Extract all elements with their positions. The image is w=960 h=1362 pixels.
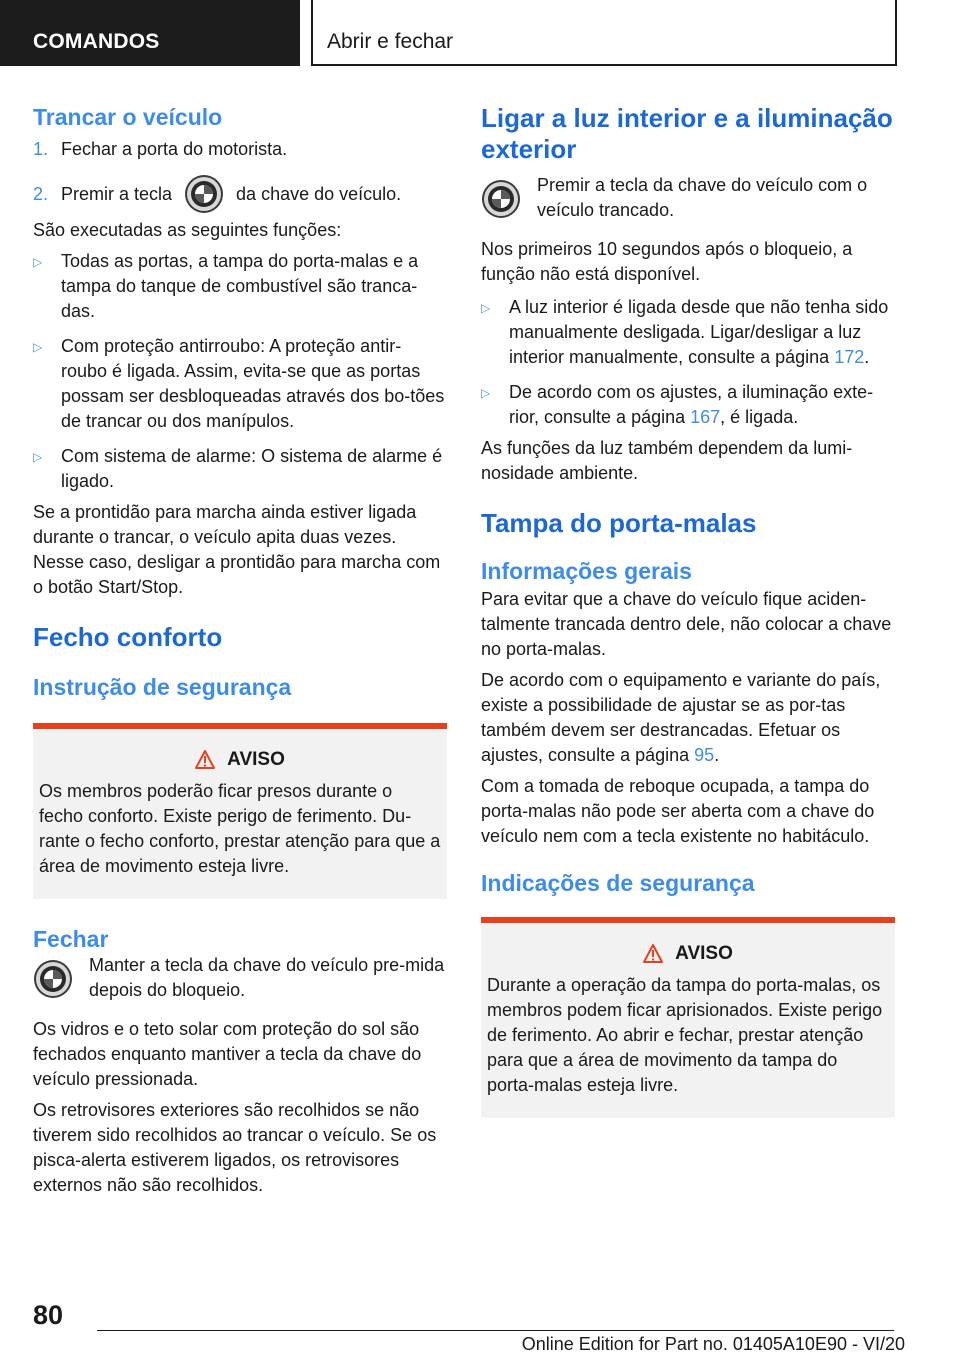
step-text-pre: Premir a tecla — [61, 183, 173, 204]
warning-text: Os membros poderão ficar presos durante o fecho conforto. Existe perigo de ferimento. Du-rante o fecho conforto, prestar atenção para que a área de movimento esteja livre. — [39, 781, 441, 876]
page-link[interactable]: 95 — [694, 745, 715, 765]
page-link[interactable]: 167 — [690, 407, 721, 427]
warning-text: Durante a operação da tampa do porta-malas, os membros podem ficar aprisionados. Existe perigo de ferimento. Ao abrir e fechar, prestar atenção para que a área de movimento da tampa do porta-malas esteja livre. — [487, 975, 883, 1095]
lights-heading: Ligar a luz interior e a iluminação exterior — [481, 103, 893, 164]
chapter-tab: Abrir e fechar — [311, 0, 897, 66]
lights-note: Nos primeiros 10 segundos após o bloqueio, a função não está disponível. — [481, 239, 853, 284]
left-column — [33, 100, 447, 1198]
list-item — [33, 137, 447, 162]
list-item — [33, 334, 447, 434]
warning-label: AVISO — [227, 749, 285, 770]
functions-list — [33, 249, 447, 494]
step-number: 2. — [33, 183, 49, 204]
list-item — [33, 444, 447, 494]
section-tab: COMANDOS — [0, 0, 300, 66]
general-info-heading: Informações gerais — [481, 558, 692, 584]
bullet-triangle-icon: ▷ — [33, 255, 43, 269]
mirrors-text: Os retrovisores exteriores são recolhidos se não tiverem sido recolhidos ao trancar o veículo. Se os pisca-alerta estiverem ligados, os retrovisores externos não são recolhidos. — [33, 1100, 437, 1195]
page-header — [0, 0, 960, 66]
lock-vehicle-heading: Trancar o veículo — [33, 104, 223, 130]
list-item — [481, 380, 895, 430]
right-column — [481, 100, 895, 1118]
warning-title — [39, 749, 441, 771]
lock-steps-list — [33, 137, 447, 214]
warning-label: AVISO — [675, 943, 733, 964]
step-text-post: da chave do veículo. — [236, 183, 402, 204]
lights-depends-text: As funções da luz também dependem da lumi-nosidade ambiente. — [481, 438, 853, 483]
page-link[interactable]: 172 — [834, 347, 865, 367]
comfort-closing-heading: Fecho conforto — [33, 622, 223, 652]
page-number: 80 — [33, 1300, 64, 1330]
general-text-2: De acordo com o equipamento e variante do país, existe a possibilidade de ajustar se as por-tas também devem ser destrancadas. Efetuar os ajustes, consulte a página 95. — [481, 670, 881, 765]
list-item — [481, 295, 895, 370]
trunk-lid-heading: Tampa do porta-malas — [481, 508, 757, 538]
general-text-3: Com a tomada de reboque ocupada, a tampa do porta-malas não pode ser aberta com a chave do veículo nem com a tecla existente no habitáculo. — [481, 776, 875, 846]
close-heading: Fechar — [33, 926, 109, 952]
light-item-text: A luz interior é ligada desde que não tenha sido manualmente desligada. Ligar/desligar a luz interior manualmente, consulte a página 172. — [509, 297, 889, 367]
key-fob-button-icon — [33, 959, 73, 999]
warning-box — [33, 723, 447, 899]
function-text: Com sistema de alarme: O sistema de alarme é ligado. — [61, 446, 443, 491]
lights-key-instruction — [481, 173, 895, 223]
safety-indications-heading: Indicações de segurança — [481, 870, 755, 896]
bullet-triangle-icon: ▷ — [33, 450, 43, 464]
readiness-note: Se a prontidão para marcha ainda estiver ligada durante o trancar, o veículo apita duas vezes. Nesse caso, desligar a prontidão para marcha com o botão Start/Stop. — [33, 502, 441, 597]
key-fob-button-icon — [184, 174, 224, 214]
safety-instruction-heading: Instrução de segurança — [33, 674, 292, 700]
warning-box — [481, 917, 895, 1118]
functions-intro: São executadas as seguintes funções: — [33, 220, 342, 240]
general-text-1: Para evitar que a chave do veículo fique aciden-talmente trancada dentro dele, não colocar a chave no porta-malas. — [481, 589, 892, 659]
warning-triangle-icon — [195, 750, 215, 770]
bullet-triangle-icon: ▷ — [33, 340, 43, 354]
close-key-text: Manter a tecla da chave do veículo pre-mida depois do bloqueio. — [89, 955, 445, 1000]
function-text: Com proteção antirroubo: A proteção antir-roubo é ligada. Assim, evita-se que as portas possam ser desbloqueadas através dos bo-tões de trancar ou dos manípulos. — [61, 336, 445, 431]
list-item — [33, 174, 447, 214]
key-fob-button-icon — [481, 179, 521, 219]
lights-key-text: Premir a tecla da chave do veículo com o veículo trancado. — [537, 175, 868, 220]
footer-divider — [97, 1330, 894, 1331]
edition-text: Online Edition for Part no. 01405A10E90 - VI/20 — [521, 1334, 905, 1354]
close-key-instruction — [33, 953, 447, 1003]
bullet-triangle-icon: ▷ — [481, 301, 491, 315]
warning-triangle-icon — [643, 944, 663, 964]
windows-text: Os vidros e o teto solar com proteção do sol são fechados enquanto mantiver a tecla da chave do veículo pressionada. — [33, 1019, 422, 1089]
step-text: Fechar a porta do motorista. — [61, 139, 288, 159]
lights-list — [481, 295, 895, 430]
function-text: Todas as portas, a tampa do porta-malas e a tampa do tanque de combustível são tranca-das. — [61, 251, 419, 321]
bullet-triangle-icon: ▷ — [481, 386, 491, 400]
warning-title — [487, 943, 889, 965]
step-number: 1. — [33, 139, 49, 159]
light-item-text: De acordo com os ajustes, a iluminação exte-rior, consulte a página 167, é ligada. — [509, 382, 874, 427]
list-item — [33, 249, 447, 324]
